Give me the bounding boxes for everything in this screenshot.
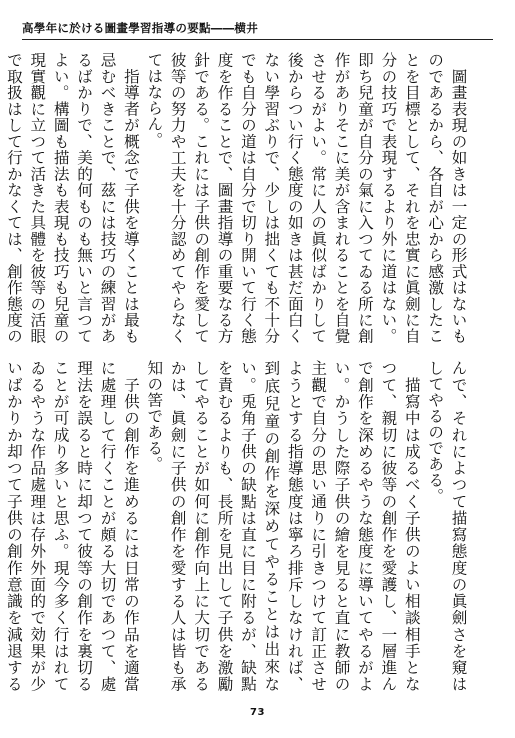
header-rule xyxy=(22,39,493,40)
lower-body-text: んで、それによつて描寫態度の眞劍さを窺はしてやるのである。 描寫中は成るべく子供のよい相談相手となつて、親切に彼等の創作を愛護し、一層進んで創作を深めるやうな態度に導いてやるがよい。かうした際子供の繪を見ると直に教師の主觀で自分の思い通りに引きつけて訂正させようとする指導態度は寧ろ排斥しなければ、到底兒童の創作を深めてやることは出來ない。兎角子供の缺點は直に目に附るが、缺點を責むるよりも、長所を見出して子供を激勵してやることが如何に創作向上に大切であるかは、眞劍に子供の創作を愛する人は皆も承知の筈である。 子供の創作を進めるには日常の作品を適當に處理して行くことが頗る大切であつて、處理法を誤ると時に却つて彼等の創作を裏切ることが可成り多いと思ふ。現今多く行はれてゐるやうな作品處理は存外外面的で効果が少いばかりか却つて子供の創作意識を減退する xyxy=(4,360,468,692)
upper-body-text: 圖畫表現の如きは一定の形式はないものであるから、各自が心から感激したことを目標として、それを忠實に眞劍に自分の技巧で表現するより外に道はない。即ち兒童が自分の氣に入つてゐる所に創作がありそこに美が含まれることを自覺させるがよい。常に人の眞似ばかりして後からつい行く態度の如きは甚だ面白くない學習ぶりで、少しは拙くても不十分でも自分の道は自分で切り開いて行く態度を作ることで、圖畫指導の重要なる方針である。これには子供の創作を愛して彼等の努力や工夫を十分認めてやらなくてはならん。 指導者が概念で子供を導くことは最も忌むべきことで、茲には技巧の練習があるばかりで、美的何ものも無いと言つてよい。構圖も描法も表現も技巧も兒童の現實觀に立つて活きた具體を彼等の活眼で取扱はして行かなくては、創作態度の xyxy=(4,52,468,344)
page-number: 73 xyxy=(250,707,265,718)
lower-text-column xyxy=(4,360,493,692)
running-head xyxy=(22,8,493,36)
upper-text-column xyxy=(4,52,493,344)
running-title: 高學年に於ける圖畫學習指導の要點――横井 xyxy=(22,21,258,35)
